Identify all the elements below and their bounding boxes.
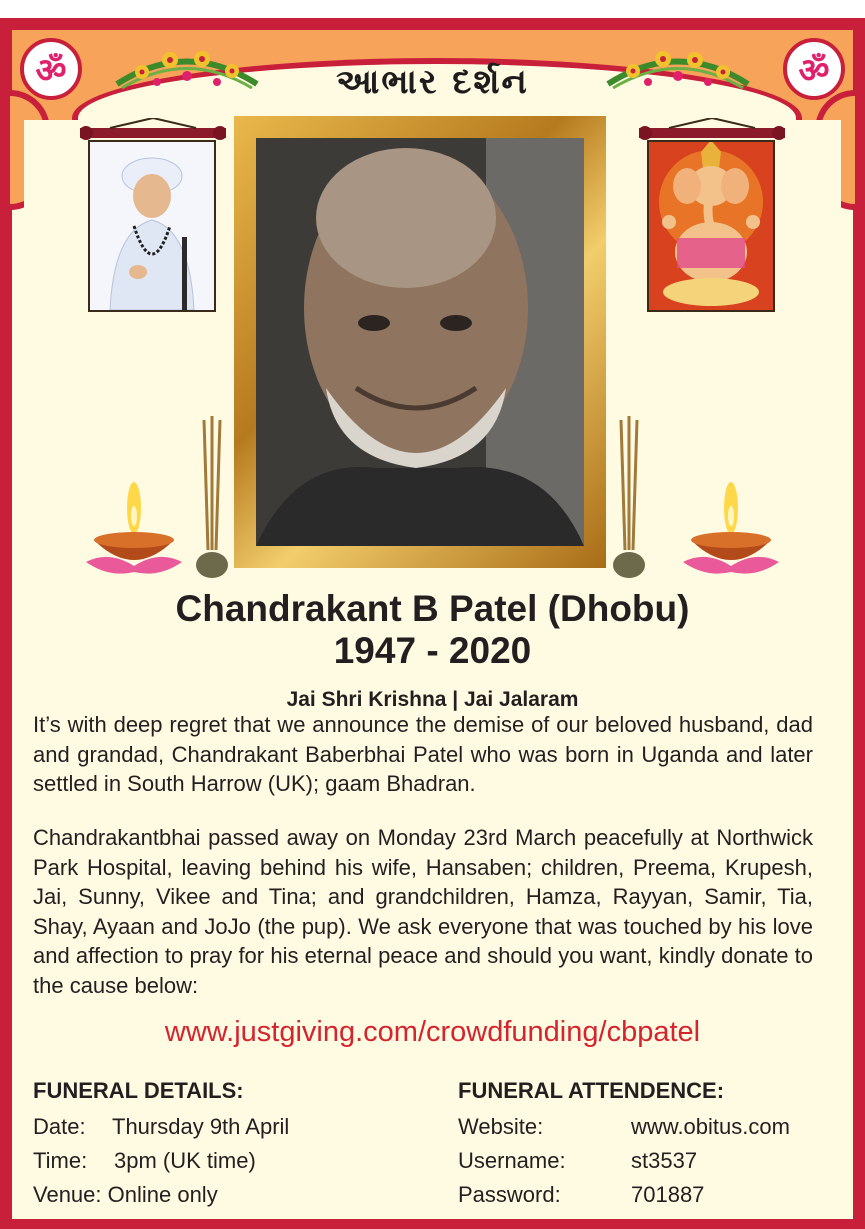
password-label: Password: bbox=[458, 1182, 561, 1207]
details-paragraph: Chandrakantbhai passed away on Monday 23rd March peacefully at Northwick Park Hospital, leaving behind his wife, Hansaben; children, Preema, Krupesh, Jai, Sunny, Vikee and Tina; and grandchildren, Hamza, Rayyan, Samir, Tia, Shay, Ayaan and JoJo (the pup). We ask everyone that was touched by his love and affection to pray for his eternal peace and should you want, kindly donate to the cause below: bbox=[33, 825, 813, 998]
funeral-details bbox=[33, 1078, 289, 1212]
password-value: 701887 bbox=[631, 1182, 705, 1207]
ganesha-image bbox=[647, 140, 775, 312]
om-icon-right: ॐ bbox=[783, 38, 845, 100]
date-value: Thursday 9th April bbox=[112, 1114, 290, 1139]
funeral-time-row bbox=[33, 1144, 289, 1178]
heading-gujarati: આભાર દર્શન bbox=[336, 62, 529, 102]
funeral-attendance-title: FUNERAL ATTENDENCE: bbox=[458, 1078, 725, 1103]
donation-link[interactable]: www.justgiving.com/crowdfunding/cbpatel bbox=[164, 1016, 701, 1048]
diya-lamp-icon-left bbox=[84, 470, 184, 580]
venue-text: Venue: Online only bbox=[33, 1182, 218, 1207]
life-years: 1947 - 2020 bbox=[333, 630, 532, 671]
time-label: Time: bbox=[33, 1148, 88, 1173]
obituary-card bbox=[0, 18, 865, 1229]
funeral-attendance bbox=[458, 1078, 790, 1212]
diya-lamp-icon-right bbox=[681, 470, 781, 580]
portrait-icon bbox=[256, 138, 584, 546]
website-label: Website: bbox=[458, 1114, 544, 1139]
card-inner bbox=[12, 30, 853, 1219]
right-deity-frame bbox=[639, 118, 785, 308]
jalaram-bapa-icon bbox=[90, 142, 214, 310]
portrait-frame bbox=[234, 116, 606, 568]
left-deity-frame bbox=[80, 118, 226, 308]
incense-sticks-icon-right bbox=[609, 410, 649, 580]
username-value: st3537 bbox=[631, 1148, 698, 1173]
incense-sticks-icon-left bbox=[192, 410, 232, 580]
username-label: Username: bbox=[458, 1148, 566, 1173]
jalaram-bapa-image bbox=[88, 140, 216, 312]
ganesha-icon bbox=[649, 142, 773, 310]
username-row bbox=[458, 1144, 790, 1178]
website-value[interactable]: www.obitus.com bbox=[631, 1114, 790, 1139]
password-row bbox=[458, 1178, 790, 1212]
website-row bbox=[458, 1110, 790, 1144]
funeral-venue-row bbox=[33, 1178, 289, 1212]
portrait-photo bbox=[256, 138, 584, 546]
time-value: 3pm (UK time) bbox=[114, 1148, 256, 1173]
funeral-date-row bbox=[33, 1110, 289, 1144]
date-label: Date: bbox=[33, 1114, 86, 1139]
greeting-line: Jai Shri Krishna | Jai Jalaram bbox=[286, 688, 579, 711]
deceased-name: Chandrakant B Patel (Dhobu) bbox=[175, 588, 690, 629]
announcement-paragraph: It’s with deep regret that we announce the demise of our beloved husband, dad and grandad, Chandrakant Baberbhai Patel who was born in Uganda and later settled in South Harrow (UK); gaam Bhadran. bbox=[33, 712, 813, 796]
funeral-details-title: FUNERAL DETAILS: bbox=[33, 1078, 244, 1103]
om-icon-left: ॐ bbox=[20, 38, 82, 100]
